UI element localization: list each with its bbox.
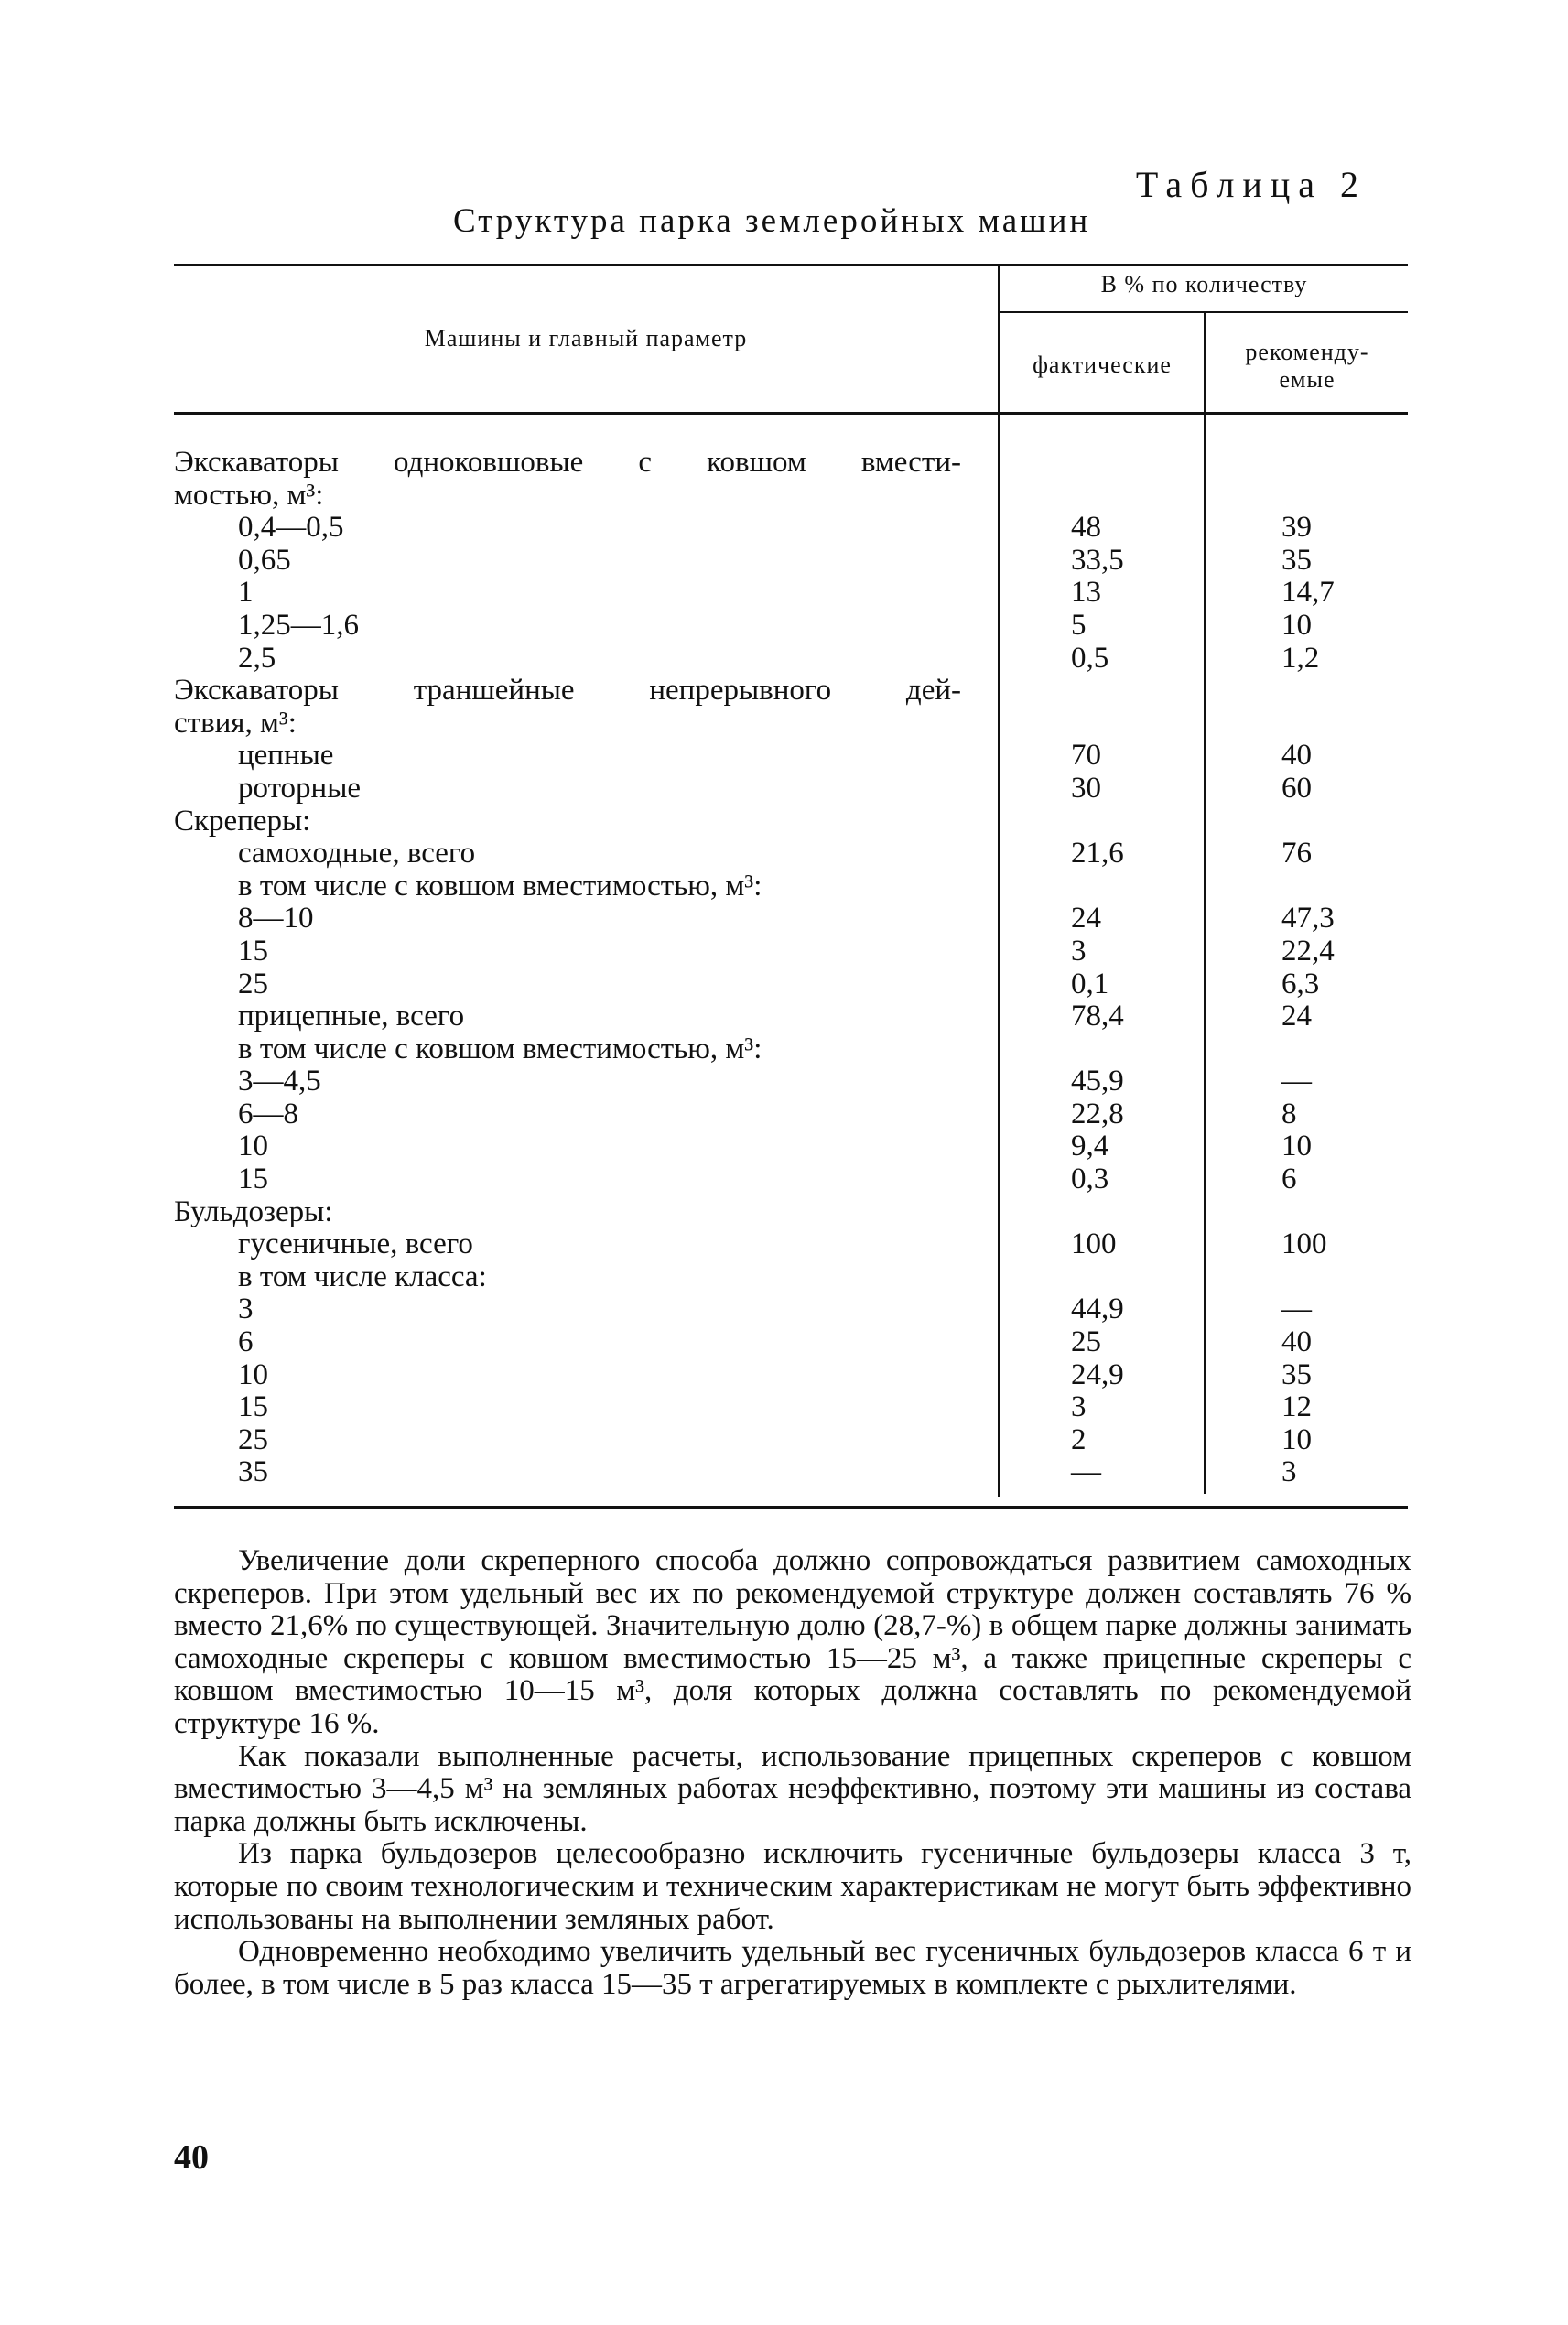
table-row [174, 1000, 1410, 1033]
row-name: 3 [238, 1292, 254, 1326]
row-name: 0,65 [238, 543, 291, 577]
page-number: 40 [174, 2138, 209, 2177]
recommended-value: 100 [1281, 1227, 1327, 1261]
paragraph: Как показали выполненные расчеты, использование прицепных скреперов с ковшом вместимостью 3—4,5 м³ на земляных работах неэффективно, поэтому эти машины из состава парка должны быть исключены. [174, 1739, 1411, 1838]
recommended-value: — [1281, 1065, 1312, 1098]
row-name: роторные [238, 771, 362, 805]
table-row [174, 903, 1410, 935]
actual-value: 24 [1071, 902, 1101, 935]
paragraph: Одновременно необходимо увеличить удельный вес гусеничных бульдозеров класса 6 т и более, в том числе в 5 раз класса 15—35 т агрегатируемых в комплекте с рыхлителями. [174, 1935, 1411, 2001]
actual-value: 9,4 [1071, 1130, 1109, 1163]
row-name: 15 [238, 934, 268, 968]
recommended-value: 40 [1281, 1325, 1312, 1359]
table-bottom-rule [174, 1506, 1408, 1509]
row-name: 25 [238, 1422, 268, 1456]
row-name: 15 [238, 1390, 268, 1424]
actual-value: 0,1 [1071, 967, 1109, 1000]
recommended-value: 22,4 [1281, 934, 1335, 968]
table-row [174, 935, 1410, 968]
paragraph: Из парка бульдозеров целесообразно исключить гусеничные бульдозеры класса 3 т, которые по своим технологическим и техническим характеристикам не могут быть эффективно использованы на выполнении земляных работ. [174, 1837, 1411, 1936]
table-row [174, 1326, 1410, 1359]
row-name: в том числе класса: [238, 1260, 487, 1293]
row-name: прицепные, всего [238, 1000, 465, 1033]
row-name: 0,4—0,5 [238, 511, 344, 545]
table-row [174, 1130, 1410, 1163]
actual-value: 70 [1071, 739, 1101, 773]
row-name: в том числе с ковшом вместимостью, м³: [238, 1032, 762, 1065]
actual-value: 44,9 [1071, 1292, 1124, 1326]
row-name: 6—8 [238, 1097, 298, 1130]
recommended-value: 24 [1281, 1000, 1312, 1033]
actual-value: 0,3 [1071, 1162, 1109, 1196]
recommended-value: 6,3 [1281, 967, 1320, 1000]
table-row [174, 1033, 1410, 1066]
row-name: самоходные, всего [238, 837, 476, 871]
recommended-value: 10 [1281, 608, 1312, 642]
actual-value: 48 [1071, 511, 1101, 545]
actual-value: 2 [1071, 1422, 1087, 1456]
table-row [174, 708, 1410, 741]
row-name: Скреперы: [174, 804, 311, 838]
table-row [174, 1391, 1410, 1424]
row-name: гусеничные, всего [238, 1227, 473, 1261]
table-row [174, 1163, 1410, 1196]
table-row [174, 545, 1410, 578]
table-row [174, 1293, 1410, 1326]
table-row [174, 1424, 1410, 1457]
recommended-value: 35 [1281, 543, 1312, 577]
table-row [174, 1359, 1410, 1392]
recommended-value: 3 [1281, 1455, 1297, 1489]
row-name: 15 [238, 1162, 268, 1196]
actual-value: 22,8 [1071, 1097, 1124, 1130]
row-name: 35 [238, 1455, 268, 1489]
table-row [174, 447, 1410, 480]
table-row [174, 1065, 1410, 1098]
row-name: в том числе с ковшом вместимостью, м³: [238, 869, 762, 903]
column-header-recommended-line1: рекоменду- [1245, 339, 1369, 365]
recommended-value: 12 [1281, 1390, 1312, 1424]
table-row [174, 1261, 1410, 1294]
table-row [174, 740, 1410, 773]
table-row [174, 968, 1410, 1001]
row-name: 6 [238, 1325, 254, 1359]
table-row [174, 871, 1410, 903]
table-row [174, 675, 1410, 708]
actual-value: 0,5 [1071, 641, 1109, 675]
actual-value: 3 [1071, 934, 1087, 968]
column-header-actual: фактические [1033, 351, 1172, 378]
row-name: 3—4,5 [238, 1065, 321, 1098]
actual-value: — [1071, 1455, 1101, 1489]
recommended-value: 10 [1281, 1422, 1312, 1456]
actual-value: 21,6 [1071, 837, 1124, 871]
recommended-value: 8 [1281, 1097, 1297, 1130]
row-name: 10 [238, 1357, 268, 1391]
recommended-value: — [1281, 1292, 1312, 1326]
table-header-rule [174, 412, 1408, 415]
row-name: Экскаваторы одноковшовые с ковшом вмести- [174, 446, 961, 479]
actual-value: 30 [1071, 771, 1101, 805]
recommended-value: 40 [1281, 739, 1312, 773]
table-row [174, 643, 1410, 676]
actual-value: 100 [1071, 1227, 1117, 1261]
table-row [174, 610, 1410, 643]
table-row [174, 806, 1410, 838]
actual-value: 25 [1071, 1325, 1101, 1359]
row-name: 1,25—1,6 [238, 608, 359, 642]
actual-value: 33,5 [1071, 543, 1124, 577]
table-row [174, 1456, 1410, 1489]
row-name: 10 [238, 1130, 268, 1163]
recommended-value: 76 [1281, 837, 1312, 871]
recommended-value: 14,7 [1281, 576, 1335, 610]
actual-value: 78,4 [1071, 1000, 1124, 1033]
recommended-value: 6 [1281, 1162, 1297, 1196]
table-row [174, 577, 1410, 610]
column-header-group: В % по количеству [1100, 271, 1308, 297]
table-top-rule [174, 264, 1408, 266]
actual-value: 5 [1071, 608, 1087, 642]
table-row [174, 1228, 1410, 1261]
row-name: Экскаваторы траншейные непрерывного дей- [174, 674, 961, 708]
row-name: 8—10 [238, 902, 314, 935]
row-name: цепные [238, 739, 334, 773]
recommended-value: 60 [1281, 771, 1312, 805]
table-row [174, 1196, 1410, 1229]
table-row [174, 838, 1410, 871]
table-title: Структура парка землеройных машин [453, 202, 1091, 240]
table-row [174, 773, 1410, 806]
table-row [174, 512, 1410, 545]
column-header-recommended [1206, 339, 1408, 394]
actual-value: 13 [1071, 576, 1101, 610]
actual-value: 24,9 [1071, 1357, 1124, 1391]
body-text [174, 1545, 1411, 2001]
recommended-value: 39 [1281, 511, 1312, 545]
row-name: ствия, м³: [174, 706, 297, 740]
recommended-value: 47,3 [1281, 902, 1335, 935]
actual-value: 45,9 [1071, 1065, 1124, 1098]
recommended-value: 10 [1281, 1130, 1312, 1163]
table-row [174, 1098, 1410, 1131]
row-name: 2,5 [238, 641, 276, 675]
column-header-name: Машины и главный параметр [424, 325, 748, 351]
column-header-recommended-line2: емые [1279, 366, 1336, 393]
row-name: мостью, м³: [174, 478, 324, 512]
actual-value: 3 [1071, 1390, 1087, 1424]
row-name: Бульдозеры: [174, 1195, 333, 1228]
paragraph: Увеличение доли скреперного способа должно сопровождаться развитием самоходных скреперов. При этом удельный вес их по рекомендуемой структуре должен составлять 76 % вместо 21,6% по существующей. Значительную долю (28,7-%) в общем парке должны занимать самоходные скреперы с ковшом вместимостью 15—25 м³, а также прицепные скреперы с ковшом вместимостью 10—15 м³, доля которых должна составлять по рекомендуемой структуре 16 %. [174, 1544, 1411, 1740]
recommended-value: 1,2 [1281, 641, 1320, 675]
table-label: Таблица 2 [1135, 164, 1367, 205]
row-name: 25 [238, 967, 268, 1000]
recommended-value: 35 [1281, 1357, 1312, 1391]
table-row [174, 480, 1410, 513]
row-name: 1 [238, 576, 254, 610]
table-body [174, 447, 1410, 1489]
